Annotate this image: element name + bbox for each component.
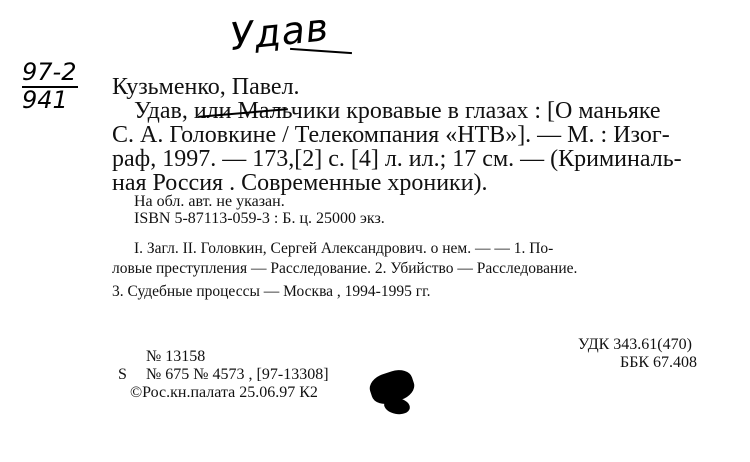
- shelf-mark-top: 97-2: [22, 58, 77, 86]
- card-number: № 13158: [146, 348, 206, 365]
- udk-code: УДК 343.61(470): [578, 336, 692, 353]
- s-mark: S: [118, 366, 127, 383]
- numbers-line: № 675 № 4573 , [97-13308]: [146, 366, 329, 383]
- subjects-line-3: 3. Судебные процессы — Москва , 1994-1995 гг.: [112, 283, 431, 300]
- ink-stamp-mark-small: [383, 396, 411, 416]
- subjects-line-2: ловые преступления — Расследование. 2. Убийство — Расследование.: [112, 260, 578, 277]
- bbk-code: ББК 67.408: [620, 354, 698, 371]
- series-line: ная Россия . Современные хроники).: [112, 170, 488, 196]
- copyright-line: ©Рос.кн.палата 25.06.97 К2: [130, 384, 318, 401]
- handwritten-title: Удав: [227, 4, 332, 60]
- author-heading: Кузьменко, Павел.: [112, 74, 300, 100]
- shelf-mark-bottom: 941: [22, 86, 68, 114]
- subjects-line-1: I. Загл. II. Головкин, Сергей Александрович. о нем. — — 1. По-: [134, 240, 554, 257]
- isbn-line: ISBN 5-87113-059-3 : Б. ц. 25000 экз.: [134, 210, 385, 227]
- imprint-line: раф, 1997. — 173,[2] с. [4] л. ил.; 17 см. — (Криминаль-: [112, 146, 682, 172]
- title-line-1: Удав, или Мальчики кровавые в глазах : [О маньяке: [134, 98, 661, 124]
- title-line-2: С. А. Головкине / Телекомпания «НТВ»]. — М. : Изог-: [112, 122, 670, 148]
- note-line: На обл. авт. не указан.: [134, 193, 285, 210]
